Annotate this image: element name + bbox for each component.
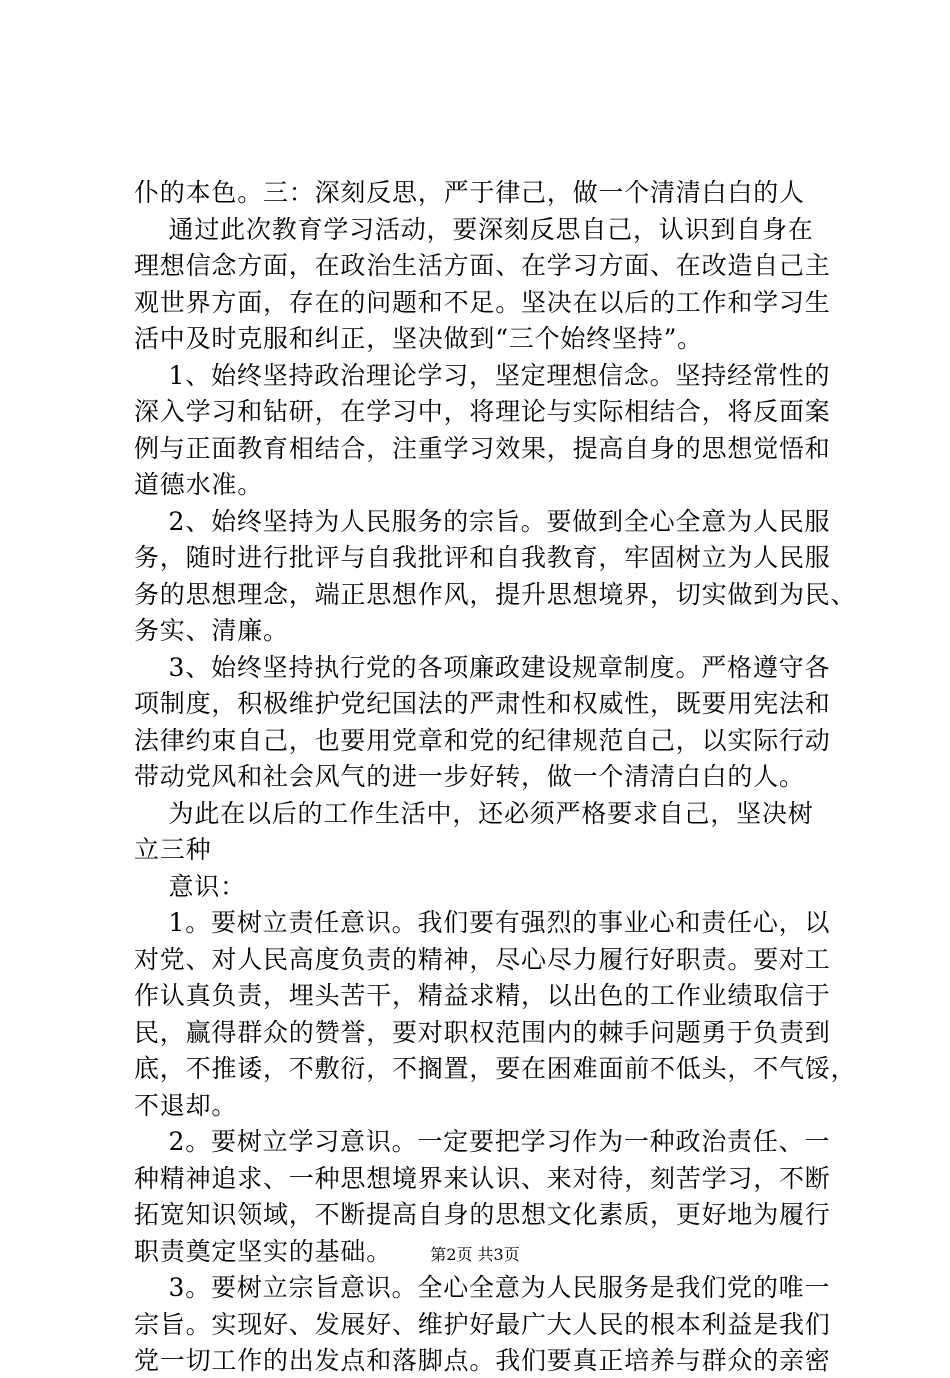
text-line: 作认真负责，埋头苦干，精益求精，以出色的工作业绩取信于 [134, 981, 831, 1010]
text-line: 务实、清廉。 [134, 616, 289, 645]
text-line: 项制度，积极维护党纪国法的严肃性和权威性，既要用宪法和 [134, 689, 831, 718]
text-line: 活中及时克服和纠正，坚决做到“三个始终坚持”。 [134, 324, 703, 353]
text-line: 3、始终坚持执行党的各项廉政建设规章制度。严格遵守各 [134, 652, 831, 682]
text-line: 带动党风和社会风气的进一步好转，做一个清清白白的人。 [134, 762, 805, 791]
text-line: 拓宽知识领域，不断提高自身的思想文化素质，更好地为履行 [134, 1200, 831, 1229]
text-line: 观世界方面，存在的问题和不足。坚决在以后的工作和学习生 [134, 287, 831, 317]
text-line: 深入学习和钻研，在学习中，将理论与实际相结合，将反面案 [134, 397, 831, 426]
text-line: 仆的本色。三：深刻反思，严于律己，做一个清清白白的人 [134, 178, 805, 207]
text-line: 意识： [134, 871, 246, 901]
text-line: 法律约束自己，也要用党章和党的纪律规范自己，以实际行动 [134, 725, 831, 755]
text-line: 1。要树立责任意识。我们要有强烈的事业心和责任心，以 [134, 908, 831, 937]
text-line: 务，随时进行批评与自我批评和自我教育，牢固树立为人民服 [134, 543, 831, 572]
text-line: 职责奠定坚实的基础。 [134, 1236, 393, 1266]
text-line: 2、始终坚持为人民服务的宗旨。要做到全心全意为人民服 [134, 506, 831, 536]
text-line: 种精神追求、一种思想境界来认识、来对待，刻苦学习，不断 [134, 1163, 831, 1193]
text-line: 为此在以后的工作生活中，还必须严格要求自己，坚决树 [134, 798, 814, 828]
text-line: 例与正面教育相结合，注重学习效果，提高自身的思想觉悟和 [134, 433, 831, 463]
text-line: 立三种 [134, 835, 212, 864]
text-line: 2。要树立学习意识。一定要把学习作为一种政治责任、一 [134, 1127, 831, 1156]
text-line: 3。要树立宗旨意识。全心全意为人民服务是我们党的唯一 [134, 1273, 831, 1302]
text-line: 民，赢得群众的赞誉，要对职权范围内的棘手问题勇于负责到 [134, 1017, 831, 1047]
text-line: 理想信念方面，在政治生活方面、在学习方面、在改造自己主 [134, 251, 831, 280]
text-line: 道德水准。 [134, 470, 264, 499]
page-footer: 第2页 共3页 [430, 1245, 520, 1264]
text-line: 1、始终坚持政治理论学习，坚定理想信念。坚持经常性的 [134, 360, 831, 390]
text-line: 通过此次教育学习活动，要深刻反思自己，认识到自身在 [134, 214, 814, 244]
text-line: 对党、对人民高度负责的精神，尽心尽力履行好职责。要对工 [134, 944, 831, 974]
text-line: 务的思想理念，端正思想作风，提升思想境界，切实做到为民、 [134, 579, 857, 609]
text-line: 宗旨。实现好、发展好、维护好最广大人民的根本利益是我们 [134, 1309, 831, 1339]
text-line: 不退却。 [134, 1090, 238, 1120]
text-line: 党一切工作的出发点和落脚点。我们要真正培养与群众的亲密 [134, 1346, 831, 1375]
text-line: 底，不推诿，不敷衍，不搁置，要在困难面前不低头，不气馁， [134, 1054, 857, 1083]
